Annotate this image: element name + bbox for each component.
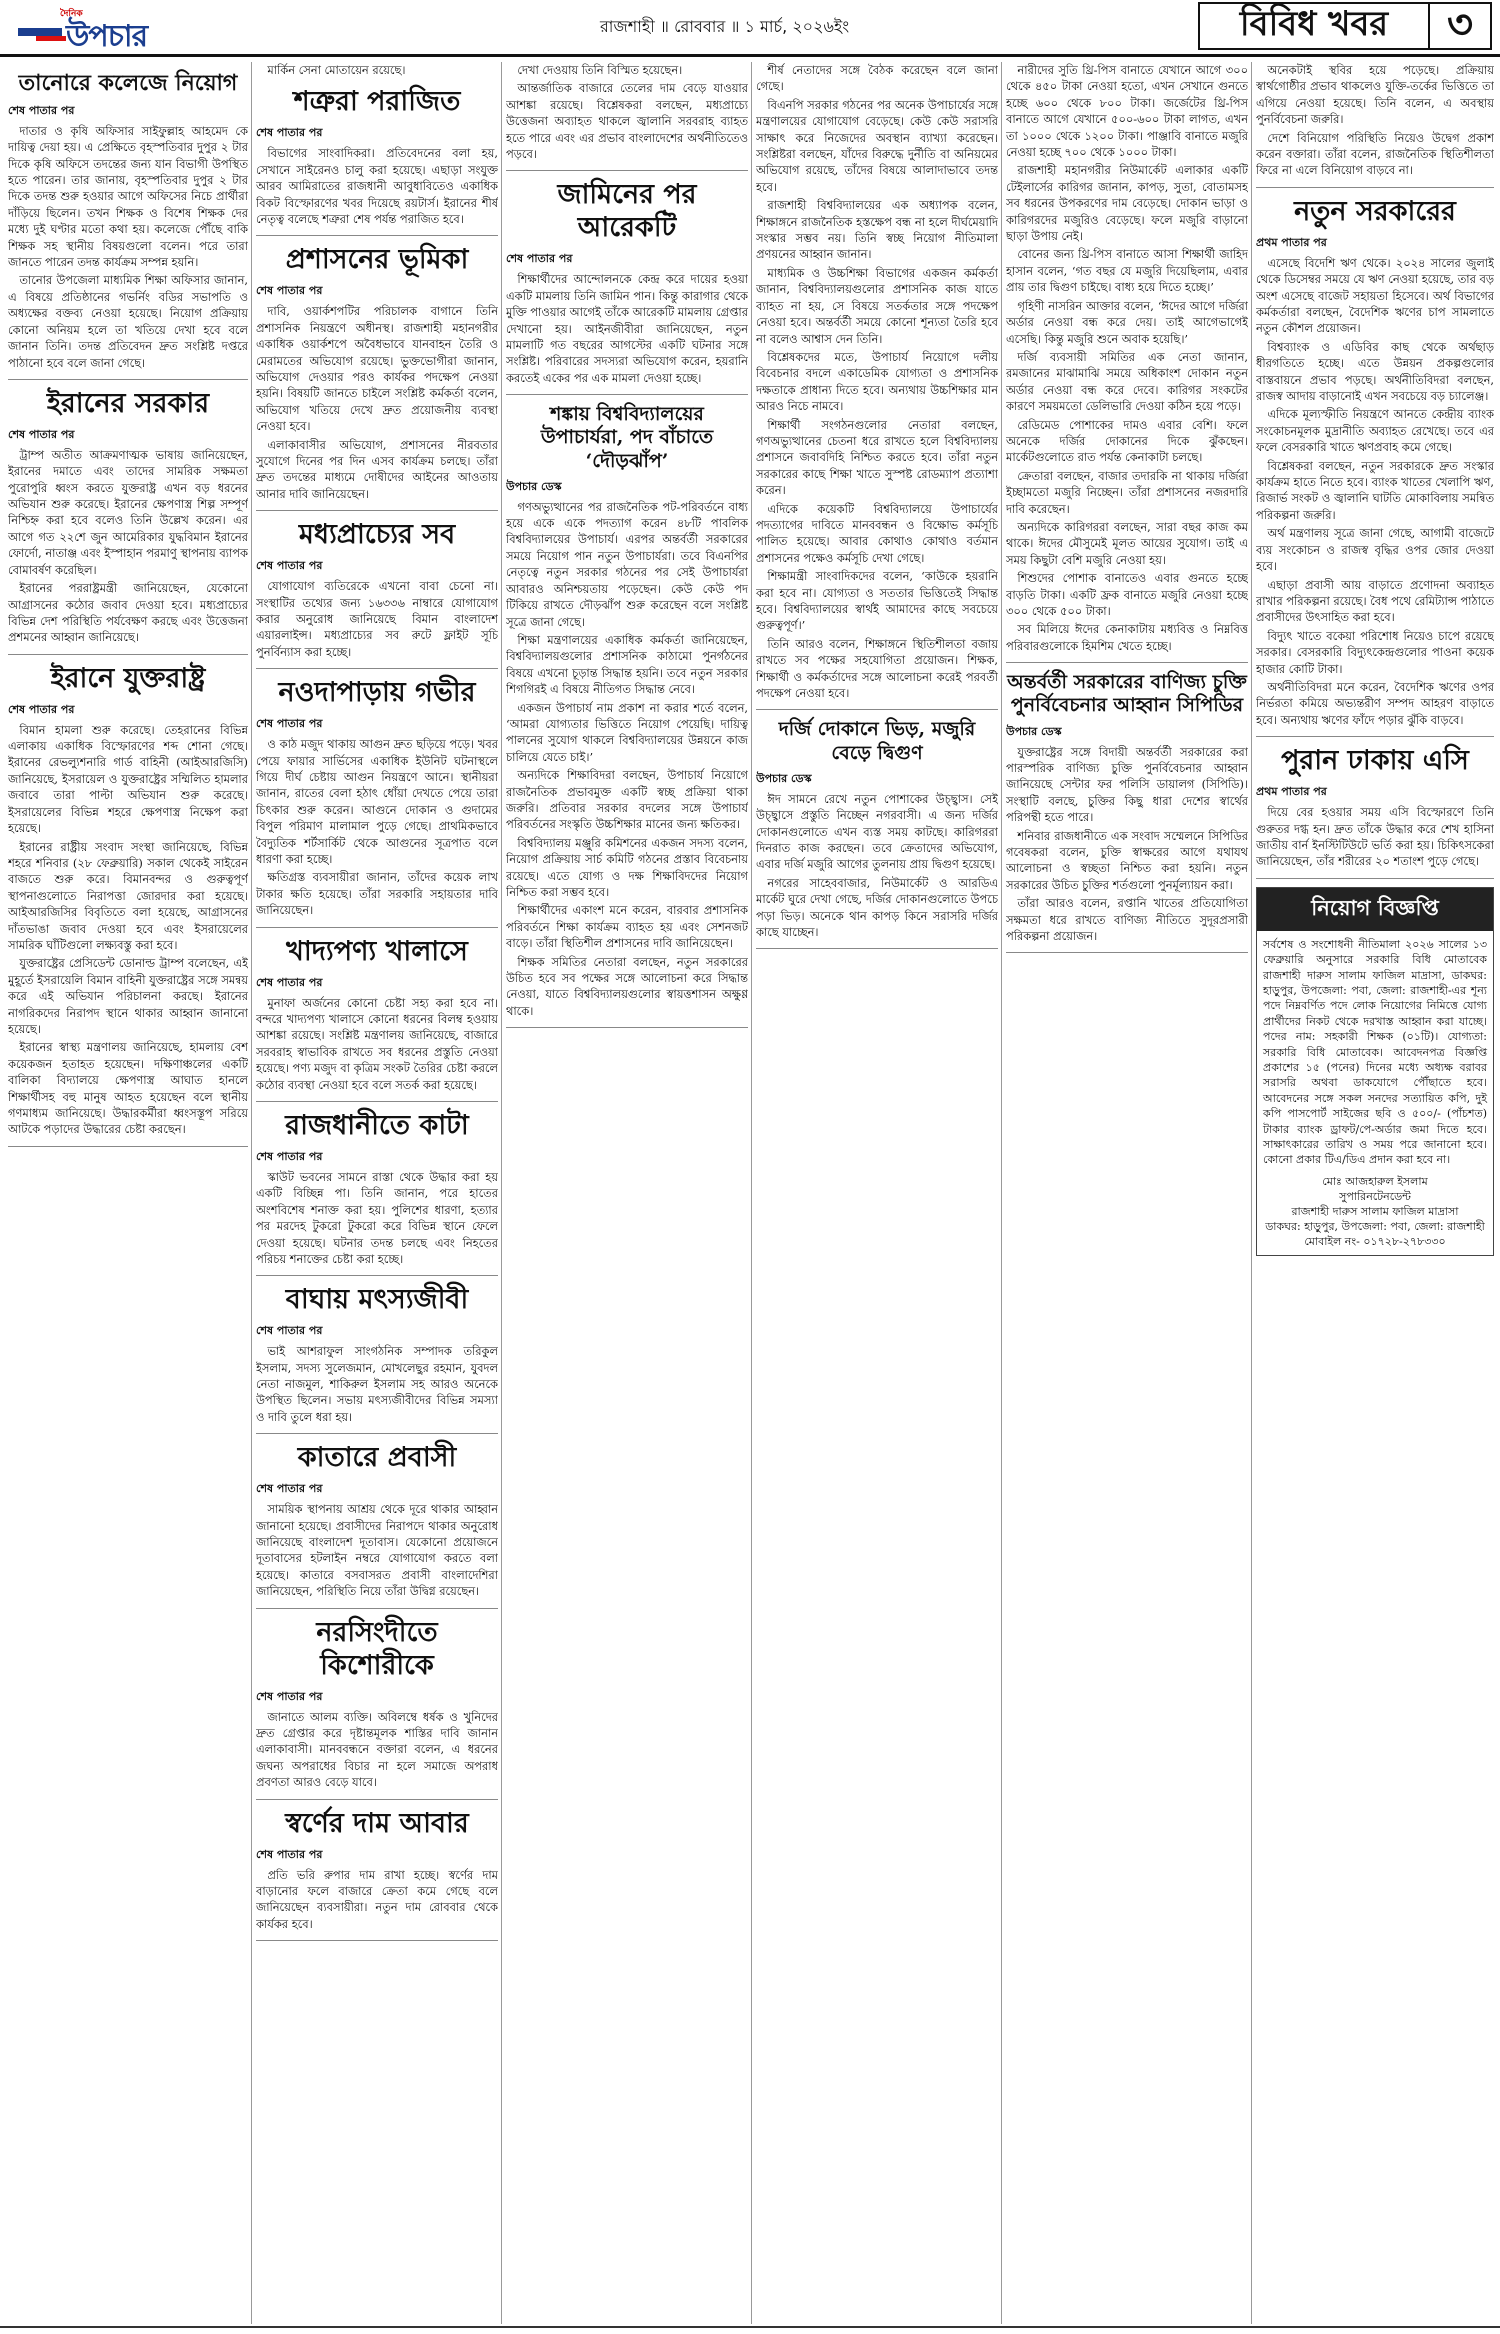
story-continuation: মার্কিন সেনা মোতায়েন রয়েছে। xyxy=(267,63,406,77)
story-paragraph: অন্যদিকে শিক্ষাবিদরা বলছেন, উপাচার্য নিয়োগে রাজনৈতিক প্রভাবমুক্ত একটি স্বচ্ছ প্রক্রিয়া থাকা জরুরি। প্রতিবার সরকার বদলের সঙ্গে উপাচার্য পরিবর্তনের সংস্কৃতি উচ্চশিক্ষার মানের জন্য ক্ষতিকর। xyxy=(506,768,748,832)
story-paragraph: যুক্তরাষ্ট্রের সঙ্গে বিদায়ী অন্তর্বর্তী সরকারের করা পারস্পরিক বাণিজ্য চুক্তি পুনর্বিবেচনার আহ্বান জানিয়েছে সেন্টার ফর পলিসি ডায়ালগ (সিপিডি)। সংস্থাটি বলছে, চুক্তির কিছু ধারা দেশের স্বার্থের পরিপন্থী হতে পারে। xyxy=(1006,744,1248,825)
news-story xyxy=(506,403,748,1028)
story-paragraph: শিক্ষার্থীদের একাংশ মনে করেন, বারবার প্রশাসনিক পরিবর্তনে শিক্ষা কার্যক্রম ব্যাহত হয় এবং সেশনজট বাড়ে। তাঁরা স্থিতিশীল প্রশাসনের দাবি জানিয়েছেন। xyxy=(506,903,748,951)
story-paragraph: বোনের জন্য থ্রি-পিস বানাতে আসা শিক্ষার্থী জাহিদ হাসান বলেন, ‘গত বছর যে মজুরি দিয়েছিলাম, এবার প্রায় তার দ্বিগুণ চাইছে। বাধ্য হয়ে দিতে হচ্ছে।’ xyxy=(1006,247,1248,295)
story-paragraph: দেশে বিনিয়োগ পরিস্থিতি নিয়েও উদ্বেগ প্রকাশ করেন বক্তারা। তাঁরা বলেন, রাজনৈতিক স্থিতিশীলতা ফিরে না এলে বিনিয়োগ বাড়বে না। xyxy=(1256,130,1494,178)
story-headline[interactable]: অন্তর্বর্তী সরকারের বাণিজ্য চুক্তি পুনর্বিবেচনার আহ্বান সিপিডির xyxy=(1007,671,1247,717)
story-paragraph: গৃহিণী নাসরিন আক্তার বলেন, ‘ঈদের আগে দর্জিরা অর্ডার নেওয়া বন্ধ করে দেয়। তাই আগেভাগেই এসেছি। কিন্তু মজুরি শুনে অবাক হয়েছি।’ xyxy=(1006,298,1248,346)
story-paragraph: এদিকে কয়েকটি বিশ্ববিদ্যালয়ে উপাচার্যের পদত্যাগের দাবিতে মানববন্ধন ও বিক্ষোভ কর্মসূচি পালিত হয়েছে। আবার কোথাও কোথাও বর্তমান প্রশাসনের পক্ষেও কর্মসূচি দেখা গেছে। xyxy=(756,501,998,565)
column-1 xyxy=(8,62,248,2322)
story-paragraph: ইরানের স্বাস্থ্য মন্ত্রণালয় জানিয়েছে, হামলায় বেশ কয়েকজন হতাহত হয়েছেন। দক্ষিণাঞ্চলের একটি বালিকা বিদ্যালয়ে ক্ষেপণাস্ত্র আঘাত হানলে শিক্ষার্থীসহ বহু মানুষ আহত হয়েছেন বলে স্থানীয় গণমাধ্যম জানিয়েছে। উদ্ধারকর্মীরা ধ্বংসস্তূপ সরিয়ে আটকে পড়াদের উদ্ধারের চেষ্টা করছেন। xyxy=(8,1040,248,1137)
story-kicker: শেষ পাতার পর xyxy=(256,1689,323,1703)
story-kicker: উপচার ডেস্ক xyxy=(506,479,562,493)
story-kicker: শেষ পাতার পর xyxy=(256,284,323,298)
news-story xyxy=(256,62,498,236)
story-headline[interactable]: তানোরে কলেজে নিয়োগ xyxy=(18,70,238,96)
story-paragraph: শিক্ষার্থী সংগঠনগুলোর নেতারা বলছেন, গণঅভ্যুত্থানের চেতনা ধরে রাখতে হলে বিশ্ববিদ্যালয় প্রশাসনে জবাবদিহি নিশ্চিত করতে হবে। তাঁরা নতুন সরকারের কাছে শিক্ষা খাতে সুস্পষ্ট রোডম্যাপ প্রত্যাশা করেন। xyxy=(756,417,998,498)
story-kicker: শেষ পাতার পর xyxy=(256,717,323,731)
signatory-phone: মোবাইল নং- ০১৭২৮-২৭৮৩৩০ xyxy=(1304,1234,1446,1248)
story-headline[interactable]: মধ্যপ্রাচ্যের সব xyxy=(298,519,456,551)
story-continuation: শীর্ষ নেতাদের সঙ্গে বৈঠক করেছেন বলে জানা গেছে। xyxy=(756,63,998,94)
masthead-rule xyxy=(0,54,1500,57)
story-headline[interactable]: স্বর্ণের দাম আবার xyxy=(285,1807,469,1839)
notice-body: সর্বশেষ ও সংশোধনী নীতিমালা ২০২৬ সালের ১৩ ফেব্রুয়ারি অনুসারে সরকারি বিধি মোতাবেক রাজশাহী দারুস সালাম ফাজিল মাদ্রাসা, ডাকঘর: হাড়ুপুর, উপজেলা: পবা, জেলা: রাজশাহী-এর শূন্য পদে নিম্নবর্ণিত পদে লোক নিয়োগের নিমিত্তে যোগ্য প্রার্থীদের নিকট থেকে দরখাস্ত আহ্বান করা যাচ্ছে। পদের নাম: সহকারী শিক্ষক (০১টি)। যোগ্যতা: সরকারি বিধি মোতাবেক। আবেদনপত্র বিজ্ঞপ্তি প্রকাশের ১৫ (পনের) দিনের মধ্যে অধ্যক্ষ বরাবর সরাসরি অথবা ডাকযোগে পৌঁছাতে হবে। আবেদনের সঙ্গে সকল সনদের সত্যায়িত কপি, দুই কপি পাসপোর্ট সাইজের ছবি ও ৫০০/- (পাঁচশত) টাকার ব্যাংক ড্রাফট/পে-অর্ডার জমা দিতে হবে। সাক্ষাৎকারের তারিখ ও সময় পরে জানানো হবে। কোনো প্রকার টিএ/ডিএ প্রদান করা হবে না। xyxy=(1263,937,1487,1167)
signatory-address: ডাকঘর: হাড়ুপুর, উপজেলা: পবা, জেলা: রাজশাহী xyxy=(1265,1219,1485,1233)
column-3 xyxy=(506,62,748,2322)
news-story xyxy=(256,1808,498,1942)
story-kicker: শেষ পাতার পর xyxy=(256,1482,323,1496)
story-paragraph: মুনাফা অর্জনের কোনো চেষ্টা সহ্য করা হবে না। বন্দরে খাদ্যপণ্য খালাসে কোনো ধরনের বিলম্ব হওয়ায় আশঙ্কা রয়েছে। সংশ্লিষ্ট মন্ত্রণালয় জানিয়েছে, বাজারে সরবরাহ স্বাভাবিক রাখতে সব ধরনের প্রস্তুতি নেওয়া হয়েছে। পণ্য মজুদ বা কৃত্রিম সংকট তৈরির চেষ্টা করলে কঠোর ব্যবস্থা নেওয়া হবে বলে সতর্ক করা হয়েছে। xyxy=(256,995,498,1092)
story-kicker: শেষ পাতার পর xyxy=(256,1847,323,1861)
story-paragraph: এদিকে মূল্যস্ফীতি নিয়ন্ত্রণে আনতে কেন্দ্রীয় ব্যাংক সংকোচনমূলক মুদ্রানীতি অব্যাহত রেখেছে। তবে এর ফলে বেসরকারি খাতে ঋণপ্রবাহ কমে গেছে। xyxy=(1256,407,1494,455)
story-headline[interactable]: প্রশাসনের ভূমিকা xyxy=(285,244,469,276)
column-divider xyxy=(751,62,752,2324)
news-story xyxy=(756,718,998,949)
story-paragraph: বিশ্বব্যাংক ও এডিবির কাছ থেকে অর্থছাড় ধীরগতিতে হচ্ছে। এতে উন্নয়ন প্রকল্পগুলোর বাস্তবায়নে প্রভাব পড়ছে। অর্থনীতিবিদরা বলছেন, রাজস্ব আদায় বাড়ানোই এখন সবচেয়ে বড় চ্যালেঞ্জ। xyxy=(1256,339,1494,404)
news-story xyxy=(756,62,998,710)
story-headline[interactable]: ইরানের সরকার xyxy=(46,387,210,419)
signatory-org: রাজশাহী দারুস সালাম ফাজিল মাদ্রাসা xyxy=(1291,1204,1459,1218)
story-paragraph: স্কাউট ভবনের সামনে রাস্তা থেকে উদ্ধার করা হয় একটি বিচ্ছিন্ন পা। তিনি জানান, পরে হাতের অংশবিশেষ শনাক্ত করা হয়। পুলিশের ধারণা, হত্যার পর মরদেহ টুকরো টুকরো করে বিভিন্ন স্থানে ফেলে দেওয়া হয়েছে। ঘটনার তদন্ত চলছে এবং নিহতের পরিচয় শনাক্তের চেষ্টা করা হচ্ছে। xyxy=(256,1169,498,1266)
story-paragraph: জানাতে আলম ব্যক্তি। অবিলম্বে ধর্ষক ও খুনিদের দ্রুত গ্রেপ্তার করে দৃষ্টান্তমূলক শাস্তির দাবি জানান এলাকাবাসী। মানববন্ধনে বক্তারা বলেন, এ ধরনের জঘন্য অপরাধের বিচার না হলে সমাজে অপরাধ প্রবণতা আরও বেড়ে যাবে। xyxy=(256,1709,498,1790)
story-kicker: উপচার ডেস্ক xyxy=(1006,724,1062,738)
story-paragraph: এসেছে বিদেশি ঋণ থেকে। ২০২৪ সালের জুলাই থেকে ডিসেম্বর সময়ে যে ঋণ নেওয়া হয়েছে, তার বড় অংশ এসেছে বাজেট সহায়তা হিসেবে। অর্থ বিভাগের কর্মকর্তারা বলছেন, বৈদেশিক ঋণের চাপ সামলাতে নতুন কৌশল প্রয়োজন। xyxy=(1256,255,1494,336)
story-paragraph: বিশ্লেষকদের মতে, উপাচার্য নিয়োগে দলীয় বিবেচনার বদলে একাডেমিক যোগ্যতা ও প্রশাসনিক দক্ষতাকে প্রাধান্য দিতে হবে। অন্যথায় উচ্চশিক্ষার মান আরও নিচে নামবে। xyxy=(756,349,998,414)
story-kicker: শেষ পাতার পর xyxy=(506,252,573,266)
story-kicker: শেষ পাতার পর xyxy=(256,1149,323,1163)
news-story xyxy=(1256,745,1494,879)
story-paragraph: শিক্ষক সমিতির নেতারা বলছেন, নতুন সরকারের উচিত হবে সব পক্ষের সঙ্গে আলোচনা করে সিদ্ধান্ত নেওয়া, যাতে বিশ্ববিদ্যালয়গুলোর স্বায়ত্তশাসন অক্ষুণ্ণ থাকে। xyxy=(506,954,748,1018)
story-kicker: প্রথম পাতার পর xyxy=(1256,785,1327,799)
story-kicker: শেষ পাতার পর xyxy=(256,975,323,989)
story-paragraph: যুক্তরাষ্ট্রের প্রেসিডেন্ট ডোনাল্ড ট্রাম্প বলেছেন, এই মুহূর্তে ইসরায়েলি বিমান বাহিনী যুক্তরাষ্ট্রের সঙ্গে সমন্বয় করে এই অভিযান পরিচালনা করছে। ইরানের নাগরিকদের নিরাপদ স্থানে থাকার আহ্বান জানানো হয়েছে। xyxy=(8,956,248,1036)
story-paragraph: দাতার ও কৃষি অফিসার সাইফুল্লাহ আহমেদ কে দায়িত্ব দেয়া হয়। এ প্রেক্ষিতে বৃহস্পতিবার দুপুর ২ টার দিকে কৃষি অফিসে তদন্তের জন্য যান বিভাগী উপস্থিত হতে পারেন। তার জানায়, বৃহস্পতিবার দুপুর ২ টার দিকে তদন্ত শুরু হওয়ার আগে অফিসের নিচে প্রার্থীরা দাঁড়িয়ে ছিলেন। তখন শিক্ষক ও বিশেষ শিক্ষক দের মধ্যে দুই ঘণ্টার মতো কথা হয়। কলেজে পৌঁছে বাকি শিক্ষক সহ স্থানীয় বিষয়গুলো বলেন। পরে তারা জানতে পারেন তদন্ত কার্যক্রম সম্পন্ন হয়নি। xyxy=(8,123,248,270)
news-story xyxy=(256,936,498,1102)
story-paragraph: বিশ্ববিদ্যালয় মঞ্জুরি কমিশনের একজন সদস্য বলেন, নিয়োগ প্রক্রিয়ায় সার্চ কমিটি গঠনের প্রস্তাব বিবেচনায় রয়েছে। এতে যোগ্য ও দক্ষ শিক্ষাবিদদের নিয়োগ নিশ্চিত করা সম্ভব হবে। xyxy=(506,835,748,900)
story-paragraph: রাজশাহী বিশ্ববিদ্যালয়ের এক অধ্যাপক বলেন, শিক্ষাঙ্গনে রাজনৈতিক হস্তক্ষেপ বন্ধ না হলে দীর্ঘমেয়াদি সংস্কার সম্ভব নয়। তিনি স্বচ্ছ নিয়োগ নীতিমালা প্রণয়নের আহ্বান জানান। xyxy=(756,198,998,262)
news-story xyxy=(256,1110,498,1276)
story-paragraph: শিক্ষার্থীদের আন্দোলনকে কেন্দ্র করে দায়ের হওয়া একটি মামলায় তিনি জামিন পান। কিন্তু কারাগার থেকে মুক্তি পাওয়ার আগেই তাঁকে আরেকটি মামলায় গ্রেপ্তার দেখানো হয়। আইনজীবীরা জানিয়েছেন, নতুন মামলাটি গত বছরের আগস্টের একটি ঘটনার সঙ্গে সংশ্লিষ্ট। পরিবারের সদস্যরা অভিযোগ করেন, হয়রানি করতেই একের পর এক মামলা দেওয়া হচ্ছে। xyxy=(506,272,748,385)
story-paragraph: শিক্ষামন্ত্রী সাংবাদিকদের বলেন, ‘কাউকে হয়রানি করা হবে না। যোগ্যতা ও সততার ভিত্তিতেই সিদ্ধান্ত হবে। বিশ্ববিদ্যালয়ের স্বার্থই আমাদের কাছে সবচেয়ে গুরুত্বপূর্ণ।’ xyxy=(756,569,998,633)
news-story xyxy=(1006,62,1248,663)
story-headline[interactable]: দর্জি দোকানে ভিড়, মজুরি বেড়ে দ্বিগুণ xyxy=(778,718,976,764)
story-kicker: শেষ পাতার পর xyxy=(8,103,75,117)
story-paragraph: সাময়িক স্থাপনায় আশ্রয় থেকে দূরে থাকার আহ্বান জানানো হয়েছে। প্রবাসীদের নিরাপদে থাকার অনুরোধ জানিয়েছে বাংলাদেশ দূতাবাস। যেকোনো প্রয়োজনে দূতাবাসের হটলাইন নম্বরে যোগাযোগ করতে বলা হয়েছে। কাতারে বসবাসরত প্রবাসী বাংলাদেশিরা জানিয়েছেন, পরিস্থিতি নিয়ে তাঁরা উদ্বিগ্ন রয়েছেন। xyxy=(256,1502,498,1599)
story-paragraph: অর্থনীতিবিদরা মনে করেন, বৈদেশিক ঋণের ওপর নির্ভরতা কমিয়ে অভ্যন্তরীণ সম্পদ আহরণ বাড়াতে হবে। অন্যথায় ঋণের ফাঁদে পড়ার ঝুঁকি বাড়বে। xyxy=(1256,679,1494,727)
story-paragraph: ক্রেতারা বলছেন, বাজার তদারকি না থাকায় দর্জিরা ইচ্ছামতো মজুরি নিচ্ছেন। তাঁরা প্রশাসনের নজরদারি দাবি করেছেন। xyxy=(1006,468,1248,516)
story-headline[interactable]: জামিনের পর আরেকটি xyxy=(557,179,697,244)
logo-tagline: দৈনিক xyxy=(60,9,83,19)
story-paragraph: প্রতি ভরি রুপার দাম রাখা হচ্ছে। স্বর্ণের দাম বাড়ানোর ফলে বাজারে ক্রেতা কমে গেছে বলে জানিয়েছেন ব্যবসায়ীরা। নতুন দাম রোববার থেকে কার্যকর হবে। xyxy=(256,1867,498,1931)
story-kicker: শেষ পাতার পর xyxy=(8,702,75,716)
notice-heading: নিয়োগ বিজ্ঞপ্তি xyxy=(1257,888,1493,931)
story-kicker: প্রথম পাতার পর xyxy=(1256,235,1327,249)
news-story xyxy=(1256,196,1494,737)
story-paragraph: দাবি, ওয়ার্কশপটির পরিচালক বাগানে তিনি প্রশাসনিক নিয়ন্ত্রণে অধীনস্থ। রাজশাহী মহানগরীর একাধিক ওয়ার্কশপে অবৈধভাবে যানবাহন তৈরি ও মেরামতের অভিযোগ রয়েছে। ভুক্তভোগীরা জানান, অভিযোগ দেওয়ার পরও কার্যকর পদক্ষেপ নেওয়া হয়নি। বিষয়টি জানতে চাইলে সংশ্লিষ্ট কর্মকর্তা বলেন, অভিযোগ খতিয়ে দেখে দ্রুত প্রয়োজনীয় ব্যবস্থা নেওয়া হবে। xyxy=(256,304,498,434)
story-paragraph: রেডিমেড পোশাকের দামও এবার বেশি। ফলে অনেকে দর্জির দোকানের দিকে ঝুঁকছেন। মার্কেটগুলোতে রাত পর্যন্ত কেনাকাটা চলছে। xyxy=(1006,417,1248,465)
news-story xyxy=(8,70,248,380)
story-paragraph: দর্জি ব্যবসায়ী সমিতির এক নেতা জানান, রমজানের মাঝামাঝি সময়ে অধিকাংশ দোকান নতুন অর্ডার নেওয়া বন্ধ করে দেবে। কারিগর সংকটের কারণে সময়মতো ডেলিভারি দেওয়া কঠিন হয়ে পড়ে। xyxy=(1006,349,1248,414)
signatory-name: মোঃ আজহারুল ইসলাম xyxy=(1322,1174,1428,1188)
newspaper-logo xyxy=(18,6,168,54)
news-story xyxy=(256,244,498,511)
column-2 xyxy=(256,62,498,2322)
story-headline[interactable]: পুরান ঢাকায় এসি xyxy=(1281,745,1469,777)
news-story xyxy=(506,62,748,171)
masthead xyxy=(0,0,1500,52)
column-divider xyxy=(251,62,252,2324)
story-headline[interactable]: খাদ্যপণ্য খালাসে xyxy=(286,935,468,967)
story-paragraph: রাজশাহী মহানগরীর নিউমার্কেট এলাকার একটি টেইলার্সের কারিগর জানান, কাপড়, সুতা, বোতামসহ সব ধরনের উপকরণের দাম বেড়েছে। দোকান ভাড়া ও কারিগরদের মজুরিও বেড়েছে। ফলে মজুরি বাড়ানো ছাড়া উপায় নেই। xyxy=(1006,163,1248,244)
story-kicker: শেষ পাতার পর xyxy=(256,126,323,140)
news-story xyxy=(256,1442,498,1608)
story-paragraph: শিক্ষা মন্ত্রণালয়ের একাধিক কর্মকর্তা জানিয়েছেন, বিশ্ববিদ্যালয়গুলোর প্রশাসনিক কাঠামো পুনর্গঠনের বিষয়ে এখনো চূড়ান্ত সিদ্ধান্ত হয়নি। তবে নতুন সরকার শিগগিরই এ বিষয়ে নীতিগত সিদ্ধান্ত নেবে। xyxy=(506,632,748,697)
story-paragraph: শনিবার রাজধানীতে এক সংবাদ সম্মেলনে সিপিডির গবেষকরা বলেন, চুক্তি স্বাক্ষরের আগে যথাযথ আলোচনা ও স্বচ্ছতা নিশ্চিত করা হয়নি। নতুন সরকারের উচিত চুক্তির শর্তগুলো পুনর্মূল্যায়ন করা। xyxy=(1006,828,1248,892)
story-paragraph: বিএনপি সরকার গঠনের পর অনেক উপাচার্যের সঙ্গে মন্ত্রণালয়ের যোগাযোগ বেড়েছে। কেউ কেউ সরাসরি সাক্ষাৎ করে নিজেদের অবস্থান ব্যাখ্যা করেছেন। সংশ্লিষ্টরা বলছেন, যাঁদের বিরুদ্ধে দুর্নীতি বা অনিয়মের অভিযোগ রয়েছে, তাঁদের বিষয়ে আলাদাভাবে তদন্ত হবে। xyxy=(756,97,998,194)
story-paragraph: এছাড়া প্রবাসী আয় বাড়াতে প্রণোদনা অব্যাহত রাখার পরিকল্পনা রয়েছে। বৈধ পথে রেমিট্যান্স পাঠাতে প্রবাসীদের উৎসাহিত করা হবে। xyxy=(1256,577,1494,625)
news-story xyxy=(1006,671,1248,953)
story-kicker: শেষ পাতার পর xyxy=(256,559,323,573)
story-headline[interactable]: রাজধানীতে কাটা xyxy=(285,1109,469,1141)
story-paragraph: গণঅভ্যুত্থানের পর রাজনৈতিক পট-পরিবর্তনে বাধ্য হয়ে একে একে পদত্যাগ করেন ৪৮টি পাবলিক বিশ্ববিদ্যালয়ের উপাচার্য। এরপর অন্তর্বর্তী সরকারের সময়ে নিয়োগ পান নতুন উপাচার্যরা। তবে বিএনপির নেতৃত্বে নতুন সরকার গঠনের পর সেই উপাচার্যরা আবারও অনিশ্চয়তায় পড়েছেন। কেউ কেউ পদ টিকিয়ে রাখতে দৌড়ঝাঁপ শুরু করেছেন বলে সংশ্লিষ্ট সূত্রে জানা গেছে। xyxy=(506,499,748,629)
story-paragraph: বিশ্লেষকরা বলছেন, নতুন সরকারকে দ্রুত সংস্কার কার্যক্রম হাতে নিতে হবে। ব্যাংক খাতের খেলাপি ঋণ, রিজার্ভ সংকট ও জ্বালানি ঘাটতি মোকাবিলায় সমন্বিত পরিকল্পনা জরুরি। xyxy=(1256,458,1494,522)
story-paragraph: অর্থ মন্ত্রণালয় সূত্রে জানা গেছে, আগামী বাজেটে ব্যয় সংকোচন ও রাজস্ব বৃদ্ধির ওপর জোর দেওয়া হবে। xyxy=(1256,526,1494,574)
story-headline[interactable]: শঙ্কায় বিশ্ববিদ্যালয়ের উপাচার্যরা, পদ বাঁচাতে ‘দৌড়ঝাঁপ’ xyxy=(540,403,714,472)
section-title: বিবিধ খবর xyxy=(1198,2,1430,50)
story-paragraph: বিভাগের সাংবাদিকরা। প্রতিবেদনের বলা হয়, সেখানে সাইরেনও চালু করা হয়েছে। এছাড়া সংযুক্ত আরব আমিরাতের রাজধানী আবুধাবিতেও একাধিক বিকট বিস্ফোরণের খবর দিয়েছে রয়টার্স। ইরানের শীর্ষ নেতৃত্ব বলেছে শত্রুরা শেষ পর্যন্ত পরাজিত হবে। xyxy=(256,146,498,226)
story-paragraph: এলাকাবাসীর অভিযোগ, প্রশাসনের নীরবতার সুযোগে দিনের পর দিন এসব কার্যক্রম চলছে। তাঁরা দ্রুত তদন্তের মাধ্যমে দোষীদের আইনের আওতায় আনার দাবি জানিয়েছেন। xyxy=(256,437,498,501)
story-paragraph: ইরানের রাষ্ট্রীয় সংবাদ সংস্থা জানিয়েছে, বিভিন্ন শহরে শনিবার (২৮ ফেব্রুয়ারি) সকাল থেকেই সাইরেন বাজতে শুরু করে। বিমানবন্দর ও গুরুত্বপূর্ণ স্থাপনাগুলোতে নিরাপত্তা জোরদার করা হয়েছে। আইআরজিসির বিবৃতিতে বলা হয়েছে, আগ্রাসনের দাঁতভাঙা জবাব দেওয়া হবে এবং ইসরায়েলের সামরিক ঘাঁটিগুলো লক্ষ্যবস্তু করা হবে। xyxy=(8,839,248,952)
story-paragraph: বিদ্যুৎ খাতে বকেয়া পরিশোধ নিয়েও চাপে রয়েছে সরকার। বেসরকারি বিদ্যুৎকেন্দ্রগুলোর পাওনা কয়েক হাজার কোটি টাকা। xyxy=(1256,628,1494,676)
news-story xyxy=(256,1617,498,1800)
news-story xyxy=(8,663,248,1147)
job-notice xyxy=(1256,887,1494,1256)
page-number: ৩ xyxy=(1430,2,1492,50)
story-kicker: শেষ পাতার পর xyxy=(256,1324,323,1338)
story-headline[interactable]: ইরানে যুক্তরাষ্ট্র xyxy=(50,662,206,694)
story-paragraph: ঈদ সামনে রেখে নতুন পোশাকের উচ্ছ্বাস। সেই উচ্ছ্বাসে প্রস্তুতি নিচ্ছেন নগরবাসী। এ জন্য দর্জির দোকানগুলোতে এখন ব্যস্ত সময় কাটছে। কারিগররা দিনরাত কাজ করছেন। তবে ক্রেতাদের অভিযোগ, এবার দর্জি মজুরি আগের তুলনায় প্রায় দ্বিগুণ হয়েছে। xyxy=(756,791,998,872)
column-6 xyxy=(1256,62,1494,2322)
story-paragraph: ও কাঠ মজুদ থাকায় আগুন দ্রুত ছড়িয়ে পড়ে। খবর পেয়ে ফায়ার সার্ভিসের একাধিক ইউনিট ঘটনাস্থলে গিয়ে দীর্ঘ চেষ্টায় আগুন নিয়ন্ত্রণে আনে। স্থানীয়রা জানান, রাতের বেলা হঠাৎ ধোঁয়া দেখতে পেয়ে তারা চিৎকার শুরু করেন। আগুনে দোকান ও গুদামের বিপুল পরিমাণ মালামাল পুড়ে গেছে। প্রাথমিকভাবে বৈদ্যুতিক শর্টসার্কিট থেকে আগুনের সূত্রপাত বলে ধারণা করা হচ্ছে। xyxy=(256,737,498,866)
story-paragraph: নগরের সাহেববাজার, নিউমার্কেট ও আরডিএ মার্কেট ঘুরে দেখা গেছে, দর্জির দোকানগুলোতে উপচে পড়া ভিড়। অনেকে থান কাপড় কিনে সরাসরি দর্জির কাছে যাচ্ছেন। xyxy=(756,875,998,940)
story-paragraph: আন্তর্জাতিক বাজারে তেলের দাম বেড়ে যাওয়ার আশঙ্কা রয়েছে। বিশ্লেষকরা বলছেন, মধ্যপ্রাচ্যে উত্তেজনা অব্যাহত থাকলে জ্বালানি সরবরাহ ব্যাহত হতে পারে এবং এর প্রভাব বাংলাদেশের অর্থনীতিতেও পড়বে। xyxy=(506,81,748,162)
story-headline[interactable]: বাঘায় মৎস্যজীবী xyxy=(285,1284,469,1316)
story-paragraph: ভাই আশরাফুল সাংগঠনিক সম্পাদক তরিকুল ইসলাম, সদস্য সুলেজমান, মোখলেছুর রহমান, যুবদল নেতা নাজমুল, শাকিরুল ইসলাম সহ আরও অনেকে উপস্থিত ছিলেন। সভায় মৎস্যজীবীদের বিভিন্ন সমস্যা ও দাবি তুলে ধরা হয়। xyxy=(256,1344,498,1424)
story-paragraph: বিমান হামলা শুরু করেছে। তেহরানের বিভিন্ন এলাকায় একাধিক বিস্ফোরণের শব্দ শোনা গেছে। ইরানের রেভল্যুশনারি গার্ড বাহিনী (আইআরজিসি) জানিয়েছে, ইসরায়েল ও যুক্তরাষ্ট্রের সম্মিলিত হামলার জবাবে তারা পাল্টা অভিযান শুরু করেছে। ইসরায়েলের বিভিন্ন শহরে ক্ষেপণাস্ত্র নিক্ষেপ করা হয়েছে। xyxy=(8,722,248,836)
story-paragraph: ট্রাম্প অতীত আক্রমণাত্মক ভাষায় জানিয়েছেন, ইরানের দমাতে এবং তাদের সামরিক সক্ষমতা পুরোপুরি ধ্বংস করতে যুক্তরাষ্ট্র এখন বড় ধরনের অভিযান শুরু করেছে। ইরানের ক্ষেপণাস্ত্র শিল্প সম্পূর্ণ নিশ্চিহ্ন করা হবে বলেও তিনি উল্লেখ করেন। এর আগে গত ২২শে জুন আমেরিকার যুদ্ধবিমান ইরানের ফোর্দো, নাতাঞ্জ এবং ইস্পাহান পরমাণু স্থাপনায় ব্যাপক বোমাবর্ষণ করেছিল। xyxy=(8,447,248,577)
dateline: রাজশাহী ॥ রোববার ॥ ১ মার্চ, ২০২৬ইং xyxy=(600,17,850,36)
signatory-title: সুপারিনটেনডেন্ট xyxy=(1339,1189,1411,1203)
news-story xyxy=(506,179,748,395)
column-divider xyxy=(501,62,502,2324)
story-paragraph: দিয়ে বের হওয়ার সময় এসি বিস্ফোরণে তিনি গুরুতর দগ্ধ হন। দ্রুত তাঁকে উদ্ধার করে শেখ হাসিনা জাতীয় বার্ন ইনস্টিটিউটে ভর্তি করা হয়। চিকিৎসকেরা জানিয়েছেন, তাঁর শরীরের ২০ শতাংশ পুড়ে গেছে। xyxy=(1256,805,1494,869)
column-4 xyxy=(756,62,998,2322)
story-headline[interactable]: শত্রুরা পরাজিত xyxy=(293,86,461,118)
news-story xyxy=(256,1284,498,1434)
story-paragraph: মাধ্যমিক ও উচ্চশিক্ষা বিভাগের একজন কর্মকর্তা জানান, বিশ্ববিদ্যালয়গুলোর প্রশাসনিক কাজ যাতে ব্যাহত না হয়, সে বিষয়ে সতর্কতার সঙ্গে পদক্ষেপ নেওয়া হবে। অন্তর্বর্তী সময়ে কোনো শূন্যতা তৈরি হবে না বলেও আশ্বাস দেন তিনি। xyxy=(756,265,998,346)
news-story xyxy=(1256,62,1494,188)
footer-rule xyxy=(0,2326,1500,2328)
news-story xyxy=(256,677,498,927)
notice-signature xyxy=(1263,1174,1487,1249)
news-story xyxy=(256,519,498,669)
story-paragraph: তাঁরা আরও বলেন, রপ্তানি খাতের প্রতিযোগিতা সক্ষমতা ধরে রাখতে বাণিজ্য নীতিতে সুদূরপ্রসারী পরিকল্পনা প্রয়োজন। xyxy=(1006,896,1248,944)
story-paragraph: যোগাযোগ ব্যতিরেকে এখনো বাবা চেনো না। সংস্থাটির তথ্যের জন্য ১৬৩৩৬ নাম্বারে যোগাযোগ করার অনুরোধ জানিয়েছে বিমান বাংলাদেশ এয়ারলাইন্স। মধ্যপ্রাচ্যের সব রুটে ফ্লাইট সূচি পুনর্বিন্যাস করা হচ্ছে। xyxy=(256,579,498,659)
story-continuation: দেখা দেওয়ায় তিনি বিস্মিত হয়েছেন। xyxy=(517,63,683,77)
column-divider xyxy=(1001,62,1002,2324)
story-paragraph: একজন উপাচার্য নাম প্রকাশ না করার শর্তে বলেন, ‘আমরা যোগ্যতার ভিত্তিতে নিয়োগ পেয়েছি। দায়িত্ব পালনের সুযোগ থাকলে বিশ্ববিদ্যালয়ের উন্নয়নে কাজ চালিয়ে যেতে চাই।’ xyxy=(506,700,748,764)
story-paragraph: অন্যদিকে কারিগররা বলছেন, সারা বছর কাজ কম থাকে। ঈদের মৌসুমেই মূলত আয়ের সুযোগ। তাই এ সময় কিছুটা বেশি মজুরি নেওয়া হয়। xyxy=(1006,519,1248,567)
story-headline[interactable]: কাতারে প্রবাসী xyxy=(297,1442,457,1474)
story-paragraph: নারীদের সুতি থ্রি-পিস বানাতে যেখানে আগে ৩০০ থেকে ৪৫০ টাকা নেওয়া হতো, এখন সেখানে গুনতে হচ্ছে ৬০০ থেকে ৮০০ টাকা। জর্জেটের থ্রি-পিস বানাতে আগে যেখানে ৫০০-৬০০ টাকা লাগত, এখন তা ১০০০ থেকে ১২০০ টাকা। পাঞ্জাবি বানাতে মজুরি নেওয়া হচ্ছে ৭০০ থেকে ১০০০ টাকা। xyxy=(1006,63,1248,160)
story-kicker: শেষ পাতার পর xyxy=(8,427,75,441)
story-headline[interactable]: নওদাপাড়ায় গভীর xyxy=(278,677,476,709)
story-paragraph: শিশুদের পোশাক বানাতেও এবার গুনতে হচ্ছে বাড়তি টাকা। একটি ফ্রক বানাতে মজুরি নেওয়া হচ্ছে ৩০০ থেকে ৫০০ টাকা। xyxy=(1006,571,1248,618)
story-paragraph: ক্ষতিগ্রস্ত ব্যবসায়ীরা জানান, তাঁদের কয়েক লাখ টাকার ক্ষতি হয়েছে। তাঁরা সরকারি সহায়তার দাবি জানিয়েছেন। xyxy=(256,870,498,918)
logo-text: উপচার xyxy=(66,19,148,54)
story-paragraph: তানোর উপজেলা মাধ্যমিক শিক্ষা অফিসার জানান, এ বিষয়ে প্রতিষ্ঠানের গভর্নিং বডির সভাপতি ও অধ্যক্ষের বক্তব্য নেওয়া হয়েছে। নিয়োগ প্রক্রিয়ায় কোনো অনিয়ম হলে তা খতিয়ে দেখা হবে বলে জানান তিনি। তদন্ত প্রতিবেদন দ্রুত সংশ্লিষ্ট দপ্তরে পাঠানো হবে বলে জানা গেছে। xyxy=(8,273,248,370)
news-story xyxy=(8,388,248,655)
story-headline[interactable]: নরসিংদীতে কিশোরীকে xyxy=(316,1616,438,1681)
column-5 xyxy=(1006,62,1248,2322)
story-headline[interactable]: নতুন সরকারের xyxy=(1294,195,1456,227)
story-paragraph: ইরানের পররাষ্ট্রমন্ত্রী জানিয়েছেন, যেকোনো আগ্রাসনের কঠোর জবাব দেওয়া হবে। মধ্যপ্রাচ্যের বিভিন্ন দেশ পরিস্থিতি পর্যবেক্ষণ করছে এবং উত্তেজনা প্রশমনের আহ্বান জানিয়েছে। xyxy=(8,581,248,645)
story-kicker: উপচার ডেস্ক xyxy=(756,771,812,785)
story-paragraph: অনেকটাই স্থবির হয়ে পড়েছে। প্রক্রিয়ায় স্বার্থগোষ্ঠীর প্রভাব থাকলেও যুক্তি-তর্কের ভিত্তিতে তা এগিয়ে নেওয়া হয়েছে। তিনি বলেন, এ অবস্থায় পুনর্বিবেচনা জরুরি। xyxy=(1256,63,1494,127)
column-divider xyxy=(1251,62,1252,2324)
story-paragraph: তিনি আরও বলেন, শিক্ষাঙ্গনে স্থিতিশীলতা বজায় রাখতে সব পক্ষের সহযোগিতা প্রয়োজন। শিক্ষক, শিক্ষার্থী ও কর্মকর্তাদের সঙ্গে আলোচনা করেই পরবর্তী পদক্ষেপ নেওয়া হবে। xyxy=(756,636,998,701)
story-paragraph: সব মিলিয়ে ঈদের কেনাকাটায় মধ্যবিত্ত ও নিম্নবিত্ত পরিবারগুলোকে হিমশিম খেতে হচ্ছে। xyxy=(1006,622,1248,653)
